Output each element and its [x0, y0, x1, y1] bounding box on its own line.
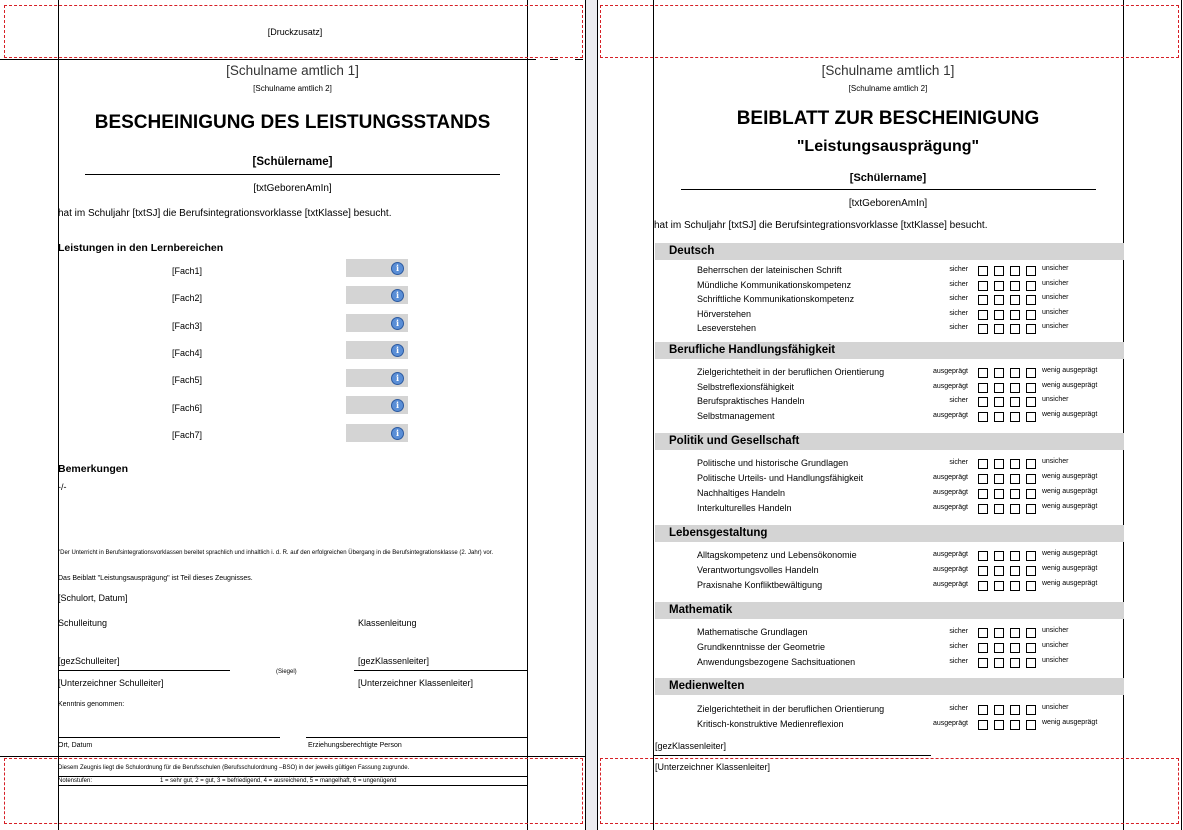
rating-checkboxes [978, 489, 1042, 499]
rating-checkbox[interactable] [1010, 266, 1020, 276]
criterion-label: Alltagskompetenz und Lebensökonomie [697, 550, 857, 560]
rating-checkbox[interactable] [1026, 489, 1036, 499]
rating-checkbox[interactable] [978, 643, 988, 653]
rating-checkbox[interactable] [978, 281, 988, 291]
scale-low-label: sicher [949, 280, 968, 288]
rating-checkbox[interactable] [994, 551, 1004, 561]
scale-high-label: unsicher [1042, 265, 1069, 272]
rating-checkboxes [978, 504, 1042, 514]
rating-checkbox[interactable] [1010, 720, 1020, 730]
subject-label[interactable]: [Fach4] [172, 348, 203, 358]
page-title: BESCHEINIGUNG DES LEISTUNGSSTANDS [94, 112, 491, 133]
footer-legal: Diesem Zeugnis liegt die Schulordnung für die Berufsschulen (Berufsschulordnung –BSO) in der jeweils gültigen Fassung zugrunde. [58, 765, 410, 771]
scale-low-label: sicher [949, 266, 968, 273]
criterion-label: Grundkenntnisse der Geometrie [697, 642, 826, 652]
subject-label[interactable]: [Fach1] [172, 266, 203, 276]
rating-checkbox[interactable] [1010, 643, 1020, 653]
rating-checkbox[interactable] [978, 295, 988, 305]
rating-checkbox[interactable] [994, 658, 1004, 668]
rating-checkbox[interactable] [1010, 383, 1020, 393]
subject-label[interactable]: [Fach5] [172, 375, 203, 385]
rating-checkbox[interactable] [978, 504, 988, 514]
rating-checkbox[interactable] [1010, 397, 1020, 407]
rating-checkbox[interactable] [978, 412, 988, 422]
rating-checkboxes [978, 705, 1042, 715]
scale-low-label: sicher [949, 705, 968, 712]
rating-checkbox[interactable] [994, 566, 1004, 576]
rating-checkbox[interactable] [994, 628, 1004, 638]
rating-checkbox[interactable] [1026, 412, 1036, 422]
page-edge [597, 0, 598, 830]
grade-legend-rule [58, 776, 527, 777]
rating-checkbox[interactable] [1026, 397, 1036, 407]
info-icon[interactable]: i [391, 289, 404, 302]
scale-high-label: unsicher [1042, 323, 1069, 330]
scale-high-label: unsicher [1042, 657, 1069, 664]
scale-low-label: ausgeprägt [932, 581, 968, 588]
rating-checkbox[interactable] [978, 705, 988, 715]
scale-low-label: ausgeprägt [932, 551, 968, 558]
scale-high-label: unsicher [1042, 458, 1069, 465]
name-underline [681, 189, 1096, 190]
rating-checkboxes [978, 295, 1042, 305]
print-addition[interactable]: [Druckzusatz] [267, 27, 323, 37]
scale-high-label: wenig ausgeprägt [1042, 503, 1098, 510]
rating-checkbox[interactable] [1010, 705, 1020, 715]
scale-high-label: wenig ausgeprägt [1042, 367, 1098, 374]
performance-heading: Leistungen in den Lernbereichen [58, 242, 224, 254]
scale-high-label: wenig ausgeprägt [1042, 488, 1098, 495]
rating-checkbox[interactable] [1010, 504, 1020, 514]
rating-checkbox[interactable] [994, 397, 1004, 407]
school-name-1[interactable]: [Schulname amtlich 1] [821, 63, 955, 78]
rating-checkbox[interactable] [994, 324, 1004, 334]
signature-line [306, 737, 527, 738]
rating-checkbox[interactable] [1026, 551, 1036, 561]
scale-high-label: wenig ausgeprägt [1042, 473, 1098, 480]
section-header [655, 243, 1124, 260]
rating-checkbox[interactable] [1026, 705, 1036, 715]
section-title: Politik und Gesellschaft [669, 435, 800, 447]
grade-field[interactable] [346, 396, 408, 414]
criterion-label: Selbstreflexionsfähigkeit [697, 381, 795, 392]
section-header [655, 678, 1124, 695]
rating-checkbox[interactable] [1010, 412, 1020, 422]
school-head-label: Schulleitung [58, 618, 108, 628]
footer-rule [0, 756, 586, 757]
class-head-label: Klassenleitung [358, 618, 417, 628]
rating-checkbox[interactable] [978, 266, 988, 276]
certificate-page [0, 0, 586, 830]
rating-checkbox[interactable] [994, 489, 1004, 499]
birth-info[interactable]: [txtGeborenAmIn] [848, 198, 928, 209]
rating-checkbox[interactable] [1010, 658, 1020, 668]
criterion-label: Mündliche Kommunikationskompetenz [697, 279, 852, 290]
page-subtitle: "Leistungsausprägung" [796, 138, 980, 155]
rating-checkbox[interactable] [994, 310, 1004, 320]
section-header [655, 602, 1124, 619]
scale-low-label: ausgeprägt [932, 720, 968, 727]
grade-field[interactable] [346, 259, 408, 277]
info-icon[interactable]: i [391, 427, 404, 440]
student-name[interactable]: [Schülername] [849, 172, 927, 184]
rating-checkbox[interactable] [1010, 474, 1020, 484]
scale-high-label: unsicher [1042, 294, 1069, 301]
info-icon[interactable]: i [391, 262, 404, 275]
rating-checkbox[interactable] [1010, 459, 1020, 469]
criterion-label: Zielgerichtetheit in der beruflichen Orientierung [697, 704, 885, 714]
rating-checkbox[interactable] [994, 474, 1004, 484]
school-name-2[interactable]: [Schulname amtlich 2] [848, 84, 928, 93]
rating-checkbox[interactable] [1026, 504, 1036, 514]
scale-high-label: unsicher [1042, 279, 1069, 287]
rating-checkbox[interactable] [1010, 566, 1020, 576]
scale-low-label: sicher [949, 295, 968, 302]
scale-high-label: wenig ausgeprägt [1042, 580, 1098, 587]
grade-field[interactable] [346, 341, 408, 359]
scale-high-label: wenig ausgeprägt [1042, 550, 1098, 557]
criterion-label: Praxisnahe Konfliktbewältigung [697, 580, 823, 590]
rating-checkbox[interactable] [978, 628, 988, 638]
subject-label[interactable]: [Fach7] [172, 430, 203, 440]
rating-checkbox[interactable] [1010, 628, 1020, 638]
grade-field[interactable] [346, 369, 408, 387]
signature-line [58, 670, 230, 671]
rating-checkboxes [978, 397, 1042, 407]
class-head-signature[interactable]: [gezKlassenleiter] [358, 656, 430, 666]
rating-checkbox[interactable] [1026, 581, 1036, 591]
signature-line [653, 755, 931, 756]
rating-checkbox[interactable] [978, 658, 988, 668]
criterion-label: Zielgerichtetheit in der beruflichen Orientierung [697, 367, 885, 377]
scale-high-label: wenig ausgeprägt [1042, 719, 1098, 726]
rating-checkbox[interactable] [994, 295, 1004, 305]
scale-low-label: ausgeprägt [932, 489, 968, 496]
rating-checkboxes [978, 383, 1042, 393]
scale-high-label: unsicher [1042, 308, 1069, 316]
rating-checkbox[interactable] [1026, 295, 1036, 305]
rating-checkbox[interactable] [1010, 489, 1020, 499]
grade-field[interactable] [346, 424, 408, 442]
rating-checkbox[interactable] [978, 459, 988, 469]
class-head-signature[interactable]: [gezKlassenleiter] [655, 741, 727, 751]
rating-checkbox[interactable] [1010, 295, 1020, 305]
scale-high-label: wenig ausgeprägt [1042, 565, 1098, 572]
place-date-label: Ort, Datum [58, 742, 93, 749]
header-rule-tick [575, 59, 583, 60]
header-print-area [600, 5, 1179, 58]
rating-checkboxes [978, 324, 1042, 334]
info-icon[interactable]: i [391, 344, 404, 357]
rating-checkboxes [978, 412, 1042, 422]
rating-checkbox[interactable] [1010, 324, 1020, 334]
rating-checkboxes [978, 281, 1042, 291]
rating-checkboxes [978, 551, 1042, 561]
rating-checkbox[interactable] [1010, 310, 1020, 320]
rating-checkbox[interactable] [994, 412, 1004, 422]
supplement-note: Das Beiblatt "Leistungsausprägung" ist Teil dieses Zeugnisses. [58, 575, 253, 582]
page-edge [1181, 0, 1182, 830]
rating-checkbox[interactable] [994, 720, 1004, 730]
birth-info[interactable]: [txtGeborenAmIn] [253, 183, 332, 194]
margin-guide-right [1123, 0, 1124, 830]
section-title: Deutsch [669, 245, 715, 257]
page-edge [585, 0, 586, 830]
rating-checkbox[interactable] [978, 474, 988, 484]
rating-checkbox[interactable] [1026, 658, 1036, 668]
rating-checkbox[interactable] [978, 324, 988, 334]
rating-checkboxes [978, 643, 1042, 653]
rating-checkbox[interactable] [1010, 551, 1020, 561]
section-header [655, 525, 1124, 542]
rating-checkbox[interactable] [994, 581, 1004, 591]
grade-legend-label: Notenstufen: [58, 778, 93, 784]
rating-checkbox[interactable] [978, 397, 988, 407]
criterion-label: Berufspraktisches Handeln [697, 396, 805, 406]
rating-checkboxes [978, 581, 1042, 591]
footnote-text: "Der Unterricht in Berufsintegrationsvorklassen bereitet sprachlich und inhaltlich i. d. R. auf den erfolgreichen Übergang in die Berufsintegrationsklasse (2. Jahr) vor. [58, 550, 494, 556]
page-title: BEIBLATT ZUR BESCHEINIGUNG [736, 108, 1040, 129]
rating-checkbox[interactable] [1026, 628, 1036, 638]
criterion-label: Mathematische Grundlagen [697, 627, 808, 637]
subject-label[interactable]: [Fach3] [172, 321, 203, 331]
rating-checkboxes [978, 628, 1042, 638]
signature-line [354, 670, 527, 671]
rating-checkboxes [978, 310, 1042, 320]
rating-checkboxes [978, 459, 1042, 469]
scale-low-label: ausgeprägt [932, 382, 968, 390]
rating-checkbox[interactable] [1010, 581, 1020, 591]
rating-checkbox[interactable] [978, 368, 988, 378]
seal-placeholder: (Siegel) [276, 669, 297, 675]
rating-checkbox[interactable] [1026, 720, 1036, 730]
scale-high-label: unsicher [1042, 642, 1069, 649]
intro-text[interactable]: hat im Schuljahr [txtSJ] die Berufsintegrationsvorklasse [txtKlasse] besucht. [654, 220, 988, 231]
scale-low-label: sicher [949, 658, 968, 665]
grade-field[interactable] [346, 314, 408, 332]
scale-high-label: unsicher [1042, 627, 1069, 634]
rating-checkbox[interactable] [978, 581, 988, 591]
scale-high-label: unsicher [1042, 396, 1069, 403]
rating-checkbox[interactable] [978, 489, 988, 499]
criterion-label: Selbstmanagement [697, 410, 775, 421]
rating-checkboxes [978, 266, 1042, 276]
subject-label[interactable]: [Fach2] [172, 293, 203, 303]
rating-checkbox[interactable] [1026, 459, 1036, 469]
criterion-label: Beherrschen der lateinischen Schrift [697, 265, 842, 275]
class-head-signer[interactable]: [Unterzeichner Klassenleiter] [655, 762, 771, 772]
rating-checkbox[interactable] [1026, 643, 1036, 653]
rating-checkbox[interactable] [1026, 566, 1036, 576]
rating-checkbox[interactable] [994, 643, 1004, 653]
header-rule-tick [550, 59, 558, 60]
school-name-1[interactable]: [Schulname amtlich 1] [226, 63, 359, 78]
criterion-label: Politische Urteils- und Handlungsfähigkeit [697, 473, 864, 483]
section-title: Medienwelten [669, 680, 745, 692]
rating-checkbox[interactable] [1026, 310, 1036, 320]
section-header [655, 433, 1124, 450]
scale-low-label: sicher [949, 628, 968, 635]
criterion-label: Politische und historische Grundlagen [697, 458, 849, 468]
scale-low-label: sicher [949, 397, 968, 404]
info-icon[interactable]: i [391, 399, 404, 412]
scale-low-label: ausgeprägt [932, 504, 968, 511]
rating-checkbox[interactable] [978, 720, 988, 730]
rating-checkbox[interactable] [1010, 368, 1020, 378]
criterion-label: Schriftliche Kommunikationskompetenz [697, 294, 855, 304]
rating-checkbox[interactable] [1010, 281, 1020, 291]
school-head-signer[interactable]: [Unterzeichner Schulleiter] [58, 678, 164, 688]
rating-checkbox[interactable] [1026, 281, 1036, 291]
rating-checkbox[interactable] [1026, 266, 1036, 276]
rating-checkboxes [978, 368, 1042, 378]
scale-high-label: wenig ausgeprägt [1042, 381, 1098, 389]
school-name-2[interactable]: [Schulname amtlich 2] [253, 84, 332, 93]
scale-low-label: ausgeprägt [932, 411, 968, 419]
criterion-label: Anwendungsbezogene Sachsituationen [697, 657, 856, 667]
place-date[interactable]: [Schulort, Datum] [58, 593, 128, 603]
section-header [655, 342, 1124, 359]
school-head-signature[interactable]: [gezSchulleiter] [58, 656, 120, 666]
rating-checkbox[interactable] [994, 459, 1004, 469]
grade-field[interactable] [346, 286, 408, 304]
rating-checkbox[interactable] [994, 705, 1004, 715]
section-title: Lebensgestaltung [669, 527, 768, 539]
criterion-label: Kritisch-konstruktive Medienreflexion [697, 719, 844, 729]
criterion-label: Nachhaltiges Handeln [697, 488, 786, 498]
intro-text[interactable]: hat im Schuljahr [txtSJ] die Berufsintegrationsvorklasse [txtKlasse] besucht. [58, 208, 392, 219]
scale-low-label: sicher [949, 324, 968, 331]
margin-guide-right [527, 0, 528, 830]
rating-checkbox[interactable] [978, 383, 988, 393]
acknowledged-label: Kenntnis genommen: [58, 701, 125, 708]
scale-low-label: sicher [949, 309, 968, 317]
grade-legend-rule [58, 785, 527, 786]
remarks-heading: Bemerkungen [58, 463, 129, 475]
rating-checkbox[interactable] [994, 383, 1004, 393]
criterion-label: Verantwortungsvolles Handeln [697, 565, 819, 575]
remarks-value[interactable]: -/- [58, 482, 67, 492]
scale-low-label: ausgeprägt [932, 474, 968, 481]
rating-checkbox[interactable] [978, 566, 988, 576]
scale-low-label: ausgeprägt [932, 368, 968, 375]
scale-low-label: sicher [949, 643, 968, 650]
rating-checkbox[interactable] [994, 281, 1004, 291]
name-underline [85, 174, 500, 175]
signature-line [58, 737, 280, 738]
scale-high-label: wenig ausgeprägt [1042, 410, 1098, 418]
criterion-label: Hörverstehen [697, 308, 752, 319]
class-head-signer[interactable]: [Unterzeichner Klassenleiter] [358, 678, 474, 688]
rating-checkboxes [978, 566, 1042, 576]
info-icon[interactable]: i [391, 317, 404, 330]
rating-checkbox[interactable] [994, 368, 1004, 378]
rating-checkboxes [978, 720, 1042, 730]
criterion-label: Interkulturelles Handeln [697, 503, 792, 513]
rating-checkboxes [978, 474, 1042, 484]
guardian-label: Erziehungsberechtigte Person [308, 742, 402, 749]
student-name[interactable]: [Schülername] [252, 156, 333, 168]
rating-checkbox[interactable] [978, 551, 988, 561]
subject-label[interactable]: [Fach6] [172, 403, 203, 413]
grade-legend-scale: 1 = sehr gut, 2 = gut, 3 = befriedigend, 4 = ausreichend, 5 = mangelhaft, 6 = ungenügend [160, 778, 397, 784]
rating-checkbox[interactable] [1026, 368, 1036, 378]
scale-low-label: ausgeprägt [932, 566, 968, 573]
rating-checkbox[interactable] [1026, 474, 1036, 484]
scale-low-label: sicher [949, 459, 968, 466]
rating-checkbox[interactable] [1026, 383, 1036, 393]
section-title: Mathematik [669, 604, 733, 616]
rating-checkbox[interactable] [978, 310, 988, 320]
rating-checkbox[interactable] [994, 504, 1004, 514]
rating-checkbox[interactable] [1026, 324, 1036, 334]
rating-checkbox[interactable] [994, 266, 1004, 276]
scale-high-label: unsicher [1042, 704, 1069, 711]
info-icon[interactable]: i [391, 372, 404, 385]
criterion-label: Leseverstehen [697, 323, 757, 333]
rating-checkboxes [978, 658, 1042, 668]
header-rule [0, 59, 536, 60]
section-title: Berufliche Handlungsfähigkeit [669, 344, 836, 356]
